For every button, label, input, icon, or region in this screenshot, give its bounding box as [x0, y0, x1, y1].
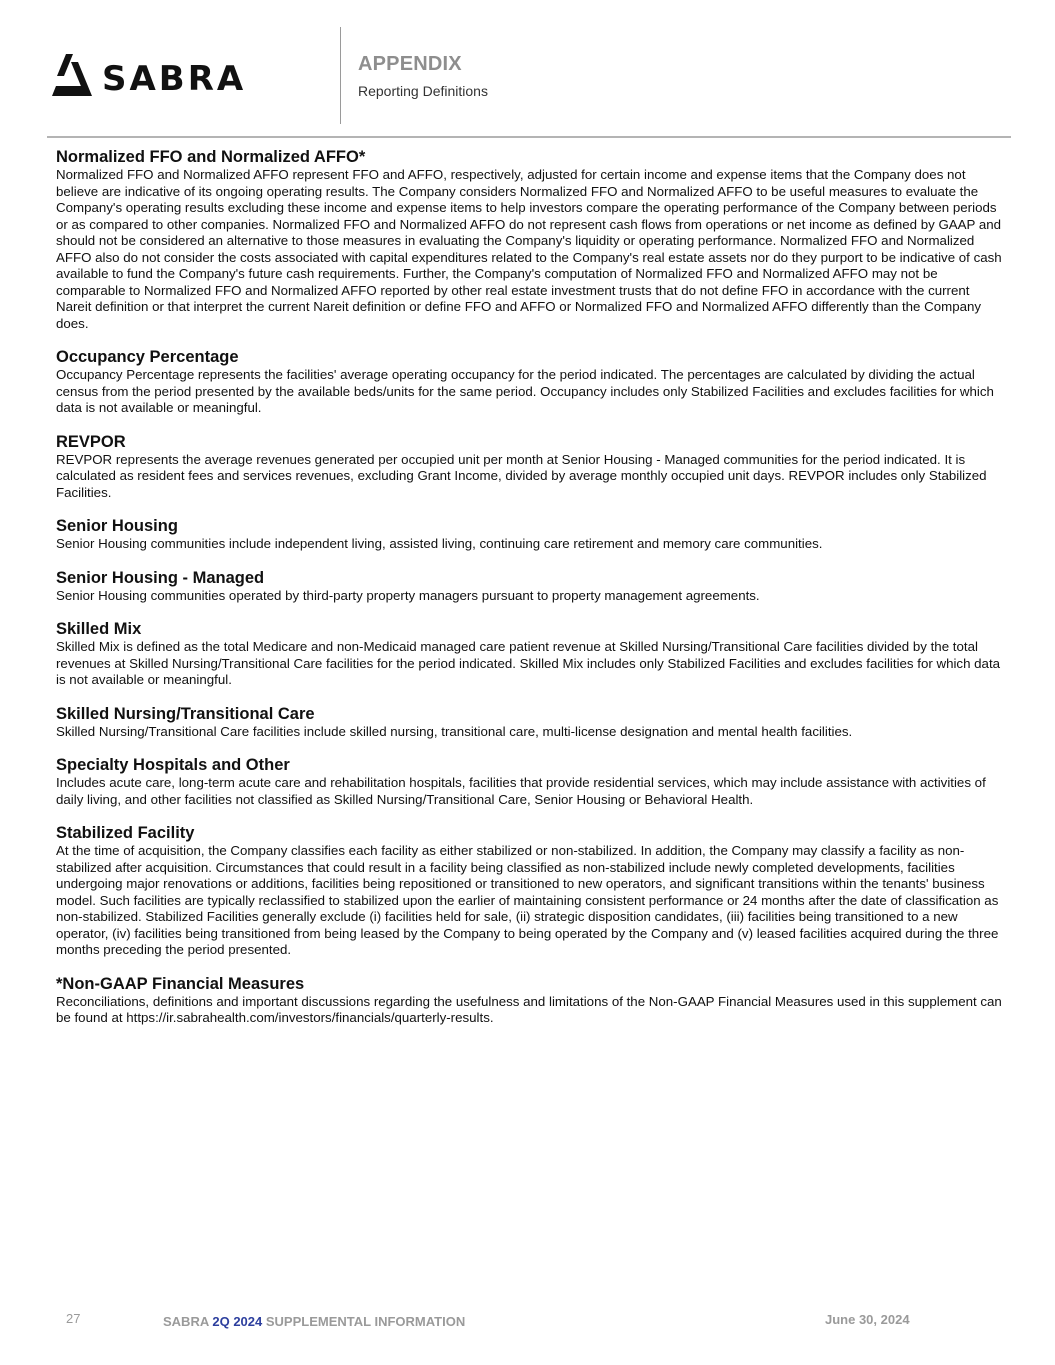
definition-heading: Skilled Mix: [56, 620, 142, 638]
definition-specialty-hospitals: [56, 755, 1008, 808]
definition-body: Skilled Nursing/Transitional Care facilities include skilled nursing, transitional care, multi-license designation and mental health facilities.: [56, 723, 853, 739]
footer-brand: [163, 1314, 465, 1329]
footer-date: June 30, 2024: [825, 1312, 910, 1327]
page-number: 27: [66, 1311, 81, 1326]
definition-normalized-ffo: [56, 147, 1008, 332]
definitions-list: [56, 147, 1008, 1042]
definition-skilled-nursing: [56, 704, 1008, 741]
definition-body: Reconciliations, definitions and important discussions regarding the usefulness and limitations of the Non-GAAP Financial Measures used in this supplement can be found at https://ir.sabrahealth.com/investors/financials/quarterly-results.: [56, 993, 1002, 1025]
footer-label: SUPPLEMENTAL INFORMATION: [265, 1314, 466, 1329]
definition-body: Senior Housing communities include independent living, assisted living, continuing care retirement and memory care communities.: [56, 536, 823, 551]
header-divider: [340, 27, 341, 124]
definition-body: Occupancy Percentage represents the facilities' average operating occupancy for the period indicated. The percentages are calculated by dividing the actual census from the period presented by the available beds/units for the same period. Occupancy includes only Stabilized Facilities and excludes facilities for which data is not available or meaningful.: [56, 367, 994, 415]
page-title: APPENDIX: [358, 53, 462, 75]
definition-body: Skilled Mix is defined as the total Medicare and non-Medicaid managed care patient revenue at Skilled Nursing/Transitional Care facilities divided by the total revenues at Skilled Nursing/Transitional Care facilities for the period indicated. Skilled Mix includes only Stabilized Facilities and excludes facilities for which data is not available or meaningful.: [56, 639, 1001, 687]
definition-skilled-mix: [56, 619, 1008, 689]
page-subtitle: Reporting Definitions: [358, 83, 488, 99]
footer-period: 2Q 2024: [212, 1314, 263, 1329]
definition-body: Senior Housing communities operated by third-party property managers pursuant to property management agreements.: [56, 587, 760, 603]
definition-body: Normalized FFO and Normalized AFFO represent FFO and AFFO, respectively, adjusted for certain income and expense items that the Company does not believe are indicative of its ongoing operating results. The Company considers Normalized FFO and Normalized AFFO to be useful measures to evaluate the Company's operating results excluding these income and expense items to help investors compare the operating performance of the Company between periods or as compared to other companies. Normalized FFO and Normalized AFFO do not represent cash flows from operations or net income as defined by GAAP and should not be considered an alternative to those measures in evaluating the Company's liquidity or operating performance. Normalized FFO and Normalized AFFO also do not consider the costs associated with capital expenditures related to the Company's real estate assets nor do they purport to be indicative of cash available to fund the Company's future cash requirements. Further, the Company's computation of Normalized FFO and Normalized AFFO may not be comparable to Normalized FFO and Normalized AFFO reported by other real estate investment trusts that do not define FFO in accordance with the current Nareit definition or that interpret the current Nareit definition or define FFO and AFFO or Normalized FFO and Normalized AFFO differently than the Company does.: [56, 167, 1002, 331]
definition-heading: Occupancy Percentage: [56, 348, 239, 366]
sabra-logo: [52, 52, 297, 98]
definition-heading: Senior Housing: [56, 517, 178, 535]
definition-body: Includes acute care, long-term acute care and rehabilitation hospitals, facilities that provide residential services, which may include assistance with activities of daily living, and other facilities not classified as Skilled Nursing/Transitional Care, Senior Housing or Behavioral Health.: [56, 775, 986, 807]
definition-heading: Specialty Hospitals and Other: [56, 756, 290, 774]
definition-body: At the time of acquisition, the Company classifies each facility as either stabilized or non-stabilized. In addition, the Company may classify a facility as non-stabilized after acquisition. Circumstances that could result in a facility being classified as non-stabilized include newly completed developments, facilities undergoing major renovations or additions, facilities being repositioned or transitioned to new operators, and significant transitions within the tenants' business model. Such facilities are typically reclassified to stabilized upon the earlier of maintaining consistent performance or 24 months after the date of classification as non-stabilized. Stabilized Facilities generally exclude (i) facilities held for sale, (ii) strategic disposition candidates, (iii) facilities being transitioned to a new operator, (iv) facilities being transitioned from being leased by the Company to being operated by the Company and (v) leased facilities acquired during the three months preceding the period presented.: [56, 843, 999, 957]
definition-occupancy-percentage: [56, 347, 1008, 417]
page-header: [0, 0, 1055, 137]
header-rule: [47, 136, 1011, 138]
definition-heading: *Non-GAAP Financial Measures: [56, 974, 305, 993]
footer-brand-name: SABRA: [163, 1314, 209, 1329]
definition-body: REVPOR represents the average revenues generated per occupied unit per month at Senior Housing - Managed communities for the period indicated. It is calculated as resident fees and services revenues, excluding Grant Income, divided by average monthly occupied unit days. REVPOR includes only Stabilized Facilities.: [56, 451, 987, 500]
definition-senior-housing: [56, 516, 1008, 553]
definition-revpor: [56, 432, 1008, 502]
definition-senior-housing-managed: [56, 568, 1008, 605]
definition-heading: Senior Housing - Managed: [56, 568, 265, 587]
definition-heading: Normalized FFO and Normalized AFFO*: [56, 148, 366, 166]
definition-stabilized-facility: [56, 823, 1008, 959]
definition-heading: Skilled Nursing/Transitional Care: [56, 704, 315, 723]
definition-non-gaap: [56, 974, 1008, 1027]
definition-heading: REVPOR: [56, 432, 126, 451]
svg-text:SABRA: SABRA: [102, 59, 247, 98]
definition-heading: Stabilized Facility: [56, 824, 195, 842]
